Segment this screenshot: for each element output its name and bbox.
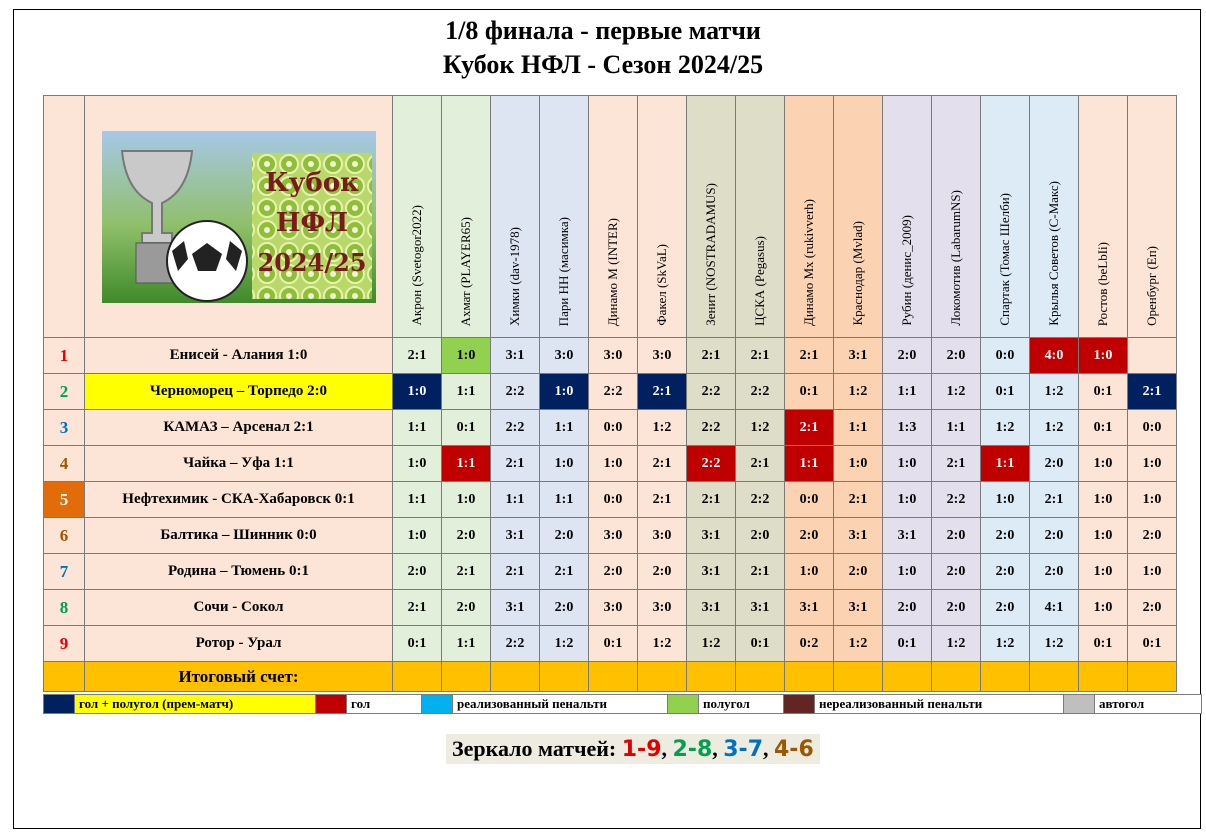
score-cell: 2:1 [834, 482, 883, 518]
match-name: Балтика – Шинник 0:0 [85, 518, 393, 554]
team-header [638, 96, 687, 338]
cup-logo-cell [85, 96, 393, 338]
match-number: 5 [44, 482, 85, 518]
legend-label: автогол [1095, 695, 1202, 714]
total-cell [883, 662, 932, 692]
score-cell: 2:1 [638, 374, 687, 410]
team-header [589, 96, 638, 338]
score-cell: 1:0 [393, 518, 442, 554]
logo-text-1: Кубок [264, 167, 359, 198]
score-cell: 3:1 [785, 590, 834, 626]
score-cell: 2:0 [540, 590, 589, 626]
score-cell: 1:1 [442, 446, 491, 482]
score-cell: 1:0 [1079, 554, 1128, 590]
score-cell: 0:0 [1128, 410, 1177, 446]
match-number: 1 [44, 338, 85, 374]
score-cell: 1:1 [932, 410, 981, 446]
mirror-label: Зеркало матчей: [452, 736, 622, 761]
total-cell [442, 662, 491, 692]
score-cell: 2:0 [442, 518, 491, 554]
score-cell: 1:0 [1128, 554, 1177, 590]
score-cell: 2:0 [638, 554, 687, 590]
legend-swatch [422, 695, 453, 714]
team-name: ЦСКА (Pegasus) [752, 236, 767, 326]
match-row [44, 374, 1177, 410]
score-cell: 3:0 [638, 590, 687, 626]
score-cell: 1:0 [1079, 482, 1128, 518]
total-corner [44, 662, 85, 692]
mirror-pair-1: 1-9 [621, 737, 662, 762]
score-cell: 2:1 [638, 446, 687, 482]
team-name: Спартак (Томас Шелби) [997, 193, 1012, 326]
team-name: Оренбург (Еп) [1144, 246, 1159, 326]
score-cell: 1:0 [393, 446, 442, 482]
score-cell: 2:1 [1030, 482, 1079, 518]
match-number: 6 [44, 518, 85, 554]
score-cell: 2:1 [638, 482, 687, 518]
mirror-sep-2: , [712, 736, 724, 761]
score-cell: 2:1 [491, 446, 540, 482]
match-number: 8 [44, 590, 85, 626]
total-cell [736, 662, 785, 692]
total-cell [834, 662, 883, 692]
score-cell: 1:1 [442, 626, 491, 662]
score-cell: 2:2 [687, 410, 736, 446]
team-header [785, 96, 834, 338]
score-cell: 2:0 [1030, 446, 1079, 482]
team-name: Локомотив (LabarumNS) [948, 190, 963, 326]
team-name: Крылья Советов (С-Макс) [1046, 181, 1061, 326]
score-cell: 1:1 [393, 410, 442, 446]
team-header [540, 96, 589, 338]
match-name: Енисей - Алания 1:0 [85, 338, 393, 374]
score-cell: 0:0 [785, 482, 834, 518]
team-header [981, 96, 1030, 338]
score-cell: 2:0 [1030, 554, 1079, 590]
match-row [44, 338, 1177, 374]
match-name: Родина – Тюмень 0:1 [85, 554, 393, 590]
match-number: 7 [44, 554, 85, 590]
legend-row [44, 695, 1202, 714]
score-cell: 3:0 [638, 518, 687, 554]
score-cell: 0:0 [589, 410, 638, 446]
team-name: Акрон (Svetogor2022) [409, 205, 424, 326]
team-header [442, 96, 491, 338]
score-cell: 1:1 [883, 374, 932, 410]
match-row [44, 410, 1177, 446]
total-cell [638, 662, 687, 692]
score-cell: 1:0 [1079, 338, 1128, 374]
score-cell: 4:0 [1030, 338, 1079, 374]
score-cell: 1:1 [540, 410, 589, 446]
team-header [1128, 96, 1177, 338]
match-name: Нефтехимик - СКА-Хабаровск 0:1 [85, 482, 393, 518]
team-name: Зенит (NOSTRADAMUS) [703, 183, 718, 326]
score-cell: 1:2 [834, 626, 883, 662]
match-row [44, 554, 1177, 590]
score-cell: 2:0 [981, 518, 1030, 554]
score-cell: 1:1 [785, 446, 834, 482]
total-row [44, 662, 1177, 692]
match-name: Черноморец – Торпедо 2:0 [85, 374, 393, 410]
match-row [44, 590, 1177, 626]
match-name: Ротор - Урал [85, 626, 393, 662]
score-cell: 2:2 [491, 374, 540, 410]
match-number: 4 [44, 446, 85, 482]
score-cell: 2:2 [491, 410, 540, 446]
score-cell: 1:0 [981, 482, 1030, 518]
score-cell: 2:1 [932, 446, 981, 482]
score-cell: 1:2 [687, 626, 736, 662]
team-header [491, 96, 540, 338]
score-cell: 1:1 [393, 482, 442, 518]
score-cell: 2:0 [785, 518, 834, 554]
score-cell: 3:1 [883, 518, 932, 554]
score-cell: 1:2 [638, 626, 687, 662]
team-header [393, 96, 442, 338]
score-cell: 2:1 [540, 554, 589, 590]
score-cell: 3:1 [687, 590, 736, 626]
score-cell: 1:2 [932, 626, 981, 662]
team-name: Динамо М (INTER) [605, 217, 620, 326]
mirror-sep-3: , [763, 736, 774, 761]
score-cell: 1:2 [981, 626, 1030, 662]
score-cell: 2:0 [1128, 590, 1177, 626]
score-cell: 1:2 [638, 410, 687, 446]
score-cell: 2:0 [442, 590, 491, 626]
score-cell: 1:2 [540, 626, 589, 662]
match-name: Чайка – Уфа 1:1 [85, 446, 393, 482]
score-cell: 1:1 [491, 482, 540, 518]
total-cell [687, 662, 736, 692]
total-cell [589, 662, 638, 692]
score-cell: 0:1 [442, 410, 491, 446]
score-cell: 3:0 [540, 338, 589, 374]
legend-swatch [316, 695, 347, 714]
score-cell: 2:0 [589, 554, 638, 590]
score-cell: 3:1 [687, 518, 736, 554]
score-cell: 2:0 [981, 590, 1030, 626]
score-cell: 1:0 [834, 446, 883, 482]
score-cell: 1:2 [1030, 410, 1079, 446]
score-cell: 1:0 [442, 482, 491, 518]
total-cell [981, 662, 1030, 692]
predictions-table [43, 95, 1177, 692]
score-cell: 3:1 [834, 518, 883, 554]
score-cell: 2:1 [785, 410, 834, 446]
score-cell: 0:1 [1079, 374, 1128, 410]
title-stage: 1/8 финала - первые матчи [445, 16, 761, 45]
legend-label: гол [347, 695, 422, 714]
match-number: 2 [44, 374, 85, 410]
score-cell: 1:3 [883, 410, 932, 446]
score-cell: 2:1 [393, 338, 442, 374]
match-number: 3 [44, 410, 85, 446]
score-cell: 0:1 [981, 374, 1030, 410]
score-cell: 2:0 [1128, 518, 1177, 554]
team-name: Краснодар (Mvlad) [850, 221, 865, 326]
mirror-note [446, 734, 820, 764]
score-cell [1128, 338, 1177, 374]
mirror-sep-1: , [661, 736, 673, 761]
score-cell: 3:1 [834, 590, 883, 626]
score-cell: 1:0 [589, 446, 638, 482]
match-number: 9 [44, 626, 85, 662]
score-cell: 3:1 [491, 338, 540, 374]
logo-text-2: НФЛ [275, 207, 348, 238]
mirror-pair-4: 4-6 [774, 737, 814, 762]
score-cell: 2:0 [932, 338, 981, 374]
legend-label: нереализованный пенальти [815, 695, 1064, 714]
score-cell: 1:2 [1030, 374, 1079, 410]
score-cell: 1:1 [981, 446, 1030, 482]
score-cell: 2:1 [1128, 374, 1177, 410]
match-row [44, 518, 1177, 554]
score-cell: 1:1 [442, 374, 491, 410]
total-cell [785, 662, 834, 692]
team-header [687, 96, 736, 338]
score-cell: 2:1 [736, 446, 785, 482]
score-cell: 1:2 [834, 374, 883, 410]
title-season: Кубок НФЛ - Сезон 2024/25 [442, 50, 764, 79]
score-cell: 2:1 [491, 554, 540, 590]
score-cell: 3:0 [589, 338, 638, 374]
score-cell: 1:2 [981, 410, 1030, 446]
team-header [932, 96, 981, 338]
legend-label: реализованный пенальти [453, 695, 668, 714]
score-cell: 1:2 [736, 410, 785, 446]
score-cell: 0:0 [981, 338, 1030, 374]
score-cell: 0:1 [1079, 410, 1128, 446]
score-cell: 1:1 [540, 482, 589, 518]
score-cell: 2:2 [687, 374, 736, 410]
total-label: Итоговый счет: [85, 662, 393, 692]
total-cell [393, 662, 442, 692]
legend-swatch [784, 695, 815, 714]
score-cell: 2:0 [540, 518, 589, 554]
match-name: КАМАЗ – Арсенал 2:1 [85, 410, 393, 446]
score-cell: 3:1 [491, 518, 540, 554]
score-cell: 2:0 [981, 554, 1030, 590]
score-cell: 2:1 [442, 554, 491, 590]
score-cell: 0:1 [589, 626, 638, 662]
match-row [44, 626, 1177, 662]
team-name: Химки (dav-1978) [507, 227, 522, 326]
score-cell: 2:1 [736, 554, 785, 590]
score-cell: 3:1 [834, 338, 883, 374]
total-cell [1030, 662, 1079, 692]
legend-swatch [668, 695, 699, 714]
score-cell: 1:0 [883, 446, 932, 482]
score-cell: 1:0 [393, 374, 442, 410]
header-row [44, 96, 1177, 338]
score-cell: 1:0 [1079, 590, 1128, 626]
score-cell: 2:0 [834, 554, 883, 590]
score-cell: 4:1 [1030, 590, 1079, 626]
score-cell: 1:0 [540, 446, 589, 482]
team-name: Ахмат (PLAYER65) [458, 216, 473, 326]
score-cell: 2:0 [1030, 518, 1079, 554]
score-cell: 1:1 [834, 410, 883, 446]
score-cell: 0:1 [1079, 626, 1128, 662]
score-cell: 3:1 [687, 554, 736, 590]
score-cell: 0:1 [393, 626, 442, 662]
legend-label: полугол [699, 695, 784, 714]
score-cell: 0:1 [785, 374, 834, 410]
total-cell [540, 662, 589, 692]
match-row [44, 482, 1177, 518]
header-corner [44, 96, 85, 338]
team-header [1079, 96, 1128, 338]
score-cell: 2:2 [491, 626, 540, 662]
match-row [44, 446, 1177, 482]
score-cell: 2:2 [736, 482, 785, 518]
team-name: Пари НН (масимка) [556, 216, 571, 326]
team-name: Ростов (beLbIi) [1095, 241, 1110, 326]
score-cell: 2:1 [736, 338, 785, 374]
score-cell: 2:0 [932, 554, 981, 590]
team-name: Факел (SkVaL) [654, 244, 669, 326]
score-cell: 1:0 [785, 554, 834, 590]
score-cell: 2:0 [932, 518, 981, 554]
total-cell [932, 662, 981, 692]
score-cell: 3:1 [491, 590, 540, 626]
score-cell: 2:2 [932, 482, 981, 518]
score-cell: 0:1 [1128, 626, 1177, 662]
score-cell: 1:0 [540, 374, 589, 410]
team-header [834, 96, 883, 338]
score-cell: 0:0 [589, 482, 638, 518]
score-cell: 0:1 [883, 626, 932, 662]
score-cell: 2:0 [883, 338, 932, 374]
team-name: Рубин (денис_2009) [899, 215, 914, 326]
score-cell: 0:2 [785, 626, 834, 662]
score-cell: 1:0 [1128, 446, 1177, 482]
score-cell: 1:2 [932, 374, 981, 410]
score-cell: 2:1 [785, 338, 834, 374]
score-cell: 2:0 [932, 590, 981, 626]
total-cell [1079, 662, 1128, 692]
logo-text-3: 2024/25 [257, 247, 366, 277]
score-cell: 2:1 [687, 482, 736, 518]
cup-logo-image [102, 131, 376, 303]
score-cell: 2:0 [393, 554, 442, 590]
score-cell: 1:0 [1079, 446, 1128, 482]
score-cell: 3:0 [589, 518, 638, 554]
score-cell: 1:0 [883, 554, 932, 590]
total-cell [1128, 662, 1177, 692]
match-name: Сочи - Сокол [85, 590, 393, 626]
score-cell: 0:1 [736, 626, 785, 662]
score-cell: 1:0 [1079, 518, 1128, 554]
score-cell: 2:1 [393, 590, 442, 626]
mirror-pair-3: 3-7 [723, 737, 763, 762]
score-cell: 2:0 [736, 518, 785, 554]
legend [43, 694, 1202, 714]
legend-swatch [1064, 695, 1095, 714]
score-cell: 2:2 [589, 374, 638, 410]
score-cell: 1:0 [1128, 482, 1177, 518]
score-cell: 2:1 [687, 338, 736, 374]
score-cell: 2:2 [736, 374, 785, 410]
score-cell: 1:0 [442, 338, 491, 374]
score-cell: 3:0 [638, 338, 687, 374]
legend-swatch [44, 695, 75, 714]
score-cell: 1:0 [883, 482, 932, 518]
score-cell: 1:2 [1030, 626, 1079, 662]
team-header [883, 96, 932, 338]
team-name: Динамо Мх (rukivverh) [801, 198, 816, 326]
team-header [1030, 96, 1079, 338]
total-cell [491, 662, 540, 692]
legend-label: гол + полугол (прем-матч) [75, 695, 316, 714]
score-cell: 3:1 [736, 590, 785, 626]
score-cell: 2:0 [883, 590, 932, 626]
score-cell: 3:0 [589, 590, 638, 626]
team-header [736, 96, 785, 338]
mirror-pair-2: 2-8 [672, 737, 713, 762]
score-cell: 2:2 [687, 446, 736, 482]
